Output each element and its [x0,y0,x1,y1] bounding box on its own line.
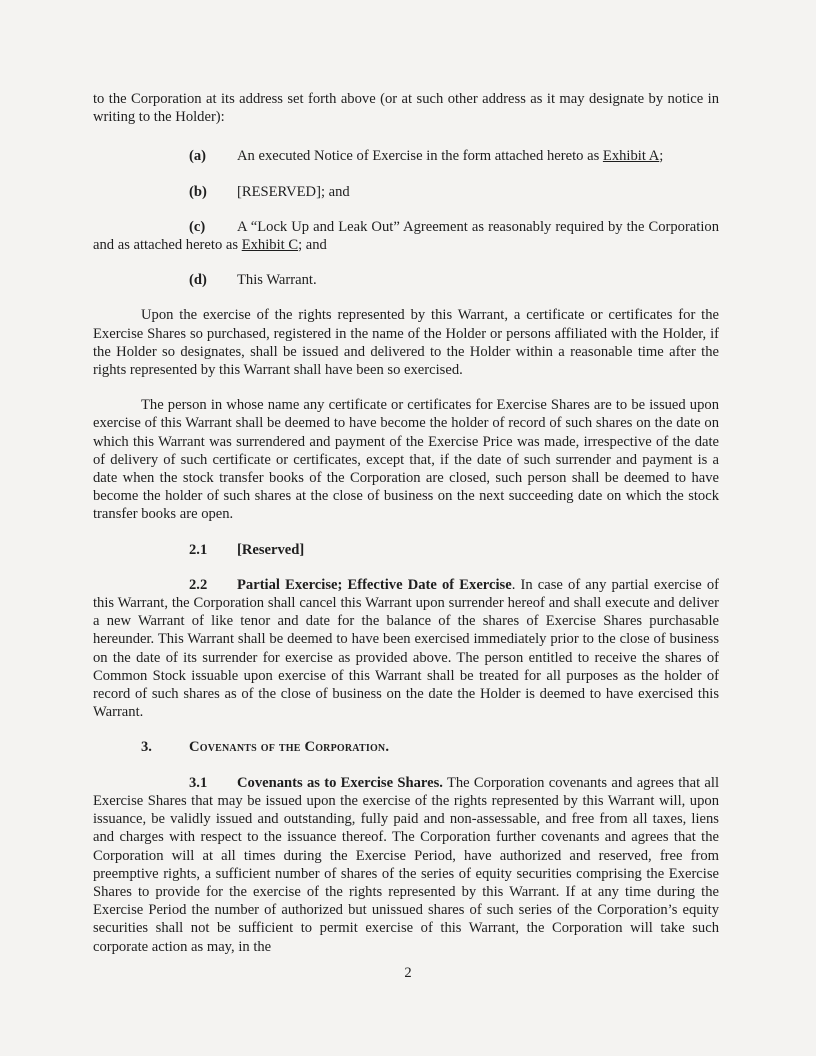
exhibit-a-link[interactable]: Exhibit A [602,148,660,165]
article-3-heading [93,738,719,756]
section-body: In case of any partial exercise of this Warrant, the Corporation shall cancel this Warrant upon surrender hereof and shall execute and deliver a new Warrant of like tenor and date for the balance of the shares of Exercise Shares purchasable hereunder. This Warrant shall be deemed to have been exercised immediately prior to the close of business on the date of its surrender for exercise as provided above. The person entitled to receive the shares of Common Stock issuable upon exercise of this Warrant shall be treated for all purposes as the holder of record of such shares as of the close of business on the date the Holder is deemed to have exercised this Warrant. [93,576,720,721]
item-text: An executed Notice of Exercise in the form attached hereto as [237,148,603,165]
section-title: Partial Exercise; Effective Date of Exercise [237,576,512,593]
section-title: [Reserved] [237,541,305,558]
paragraph-issue: Upon the exercise of the rights represented by this Warrant, a certificate or certificates for the Exercise Shares so purchased, registered in the name of the Holder or persons affiliated with the Holder, if the Holder so designates, shall be issued and delivered to the Holder within a reasonable time after the rights represented by this Warrant shall have been so exercised. [93,307,719,379]
page-content [93,90,719,973]
section-2-1-heading [93,541,719,559]
item-label: (b) [189,183,207,200]
list-item-a [93,147,719,165]
item-text: This Warrant. [237,272,317,289]
section-number: 3.1 [189,774,208,791]
page-number: 2 [404,965,412,981]
item-text-end: ; [659,148,664,165]
section-number: 2.1 [189,541,208,558]
section-3-1 [93,774,719,956]
item-text: A “Lock Up and Leak Out” Agreement as reasonably required by the Corporation and as attached hereto as [93,218,719,254]
item-label: (c) [189,218,206,235]
exhibit-c-link[interactable]: Exhibit C [241,237,299,254]
item-label: (a) [189,148,207,165]
item-text-end: ; and [298,237,327,254]
section-body: The Corporation covenants and agrees that all Exercise Shares that may be issued upon the exercise of the rights represented by this Warrant will, upon issuance, be validly issued and outstanding, fully paid and non-assessable, and free from all taxes, liens and charges with respect to the issuance thereof. The Corporation further covenants and agrees that the Corporation will at all times during the Exercise Period, have authorized and reserved, free from preemptive rights, a sufficient number of shares of the series of equity securities comprising the Exercise Shares to provide for the exercise of the rights represented by this Warrant. If at any time during the Exercise Period the number of authorized but unissued shares of such series of the Corporation’s equity securities shall not be sufficient to permit exercise of this Warrant, the Corporation will take such corporate action as may, in the [93,774,719,955]
list-item-b [93,183,719,201]
list-item-c [93,218,719,254]
item-label: (d) [189,272,207,289]
article-number: 3. [141,739,152,756]
intro-text: to the Corporation at its address set forth above (or at such other address as it may designate by notice in writing to the Holder): [93,91,719,126]
section-title: Covenants as to Exercise Shares. [237,774,443,791]
section-number: 2.2 [189,576,208,593]
section-2-2: 2.2 Partial Exercise; Effective Date of Exercise. In case of any partial exercise of this Warrant, the Corporation shall cancel this Warrant upon surrender hereof and shall execute and deliver a new Warrant of like tenor and date for the balance of the shares of Exercise Shares purchasable hereunder. This Warrant shall be deemed to have been exercised immediately prior to the close of business on the date of its surrender for exercise as provided above. The person entitled to receive the shares of Common Stock issuable upon exercise of this Warrant shall be treated for all purposes as the holder of record of such shares as of the close of business on the date the Holder is deemed to have exercised this Warrant. [93,576,720,721]
item-text: [RESERVED]; and [237,183,350,200]
article-title: Covenants of the Corporation. [189,739,390,756]
paragraph-record: The person in whose name any certificate or certificates for Exercise Shares are to be issued upon exercise of this Warrant shall be deemed to have become the holder of record of such shares on the date on which this Warrant was surrendered and payment of the Exercise Price was made, irrespective of the date of delivery of such certificate or certificates, except that, if the date of such surrender and payment is a date when the stock transfer books of the Corporation are closed, such person shall be deemed to have become the holder of such shares at the close of business on the next succeeding date on which the stock transfer books are open. [93,397,719,523]
list-item-d [93,271,719,289]
